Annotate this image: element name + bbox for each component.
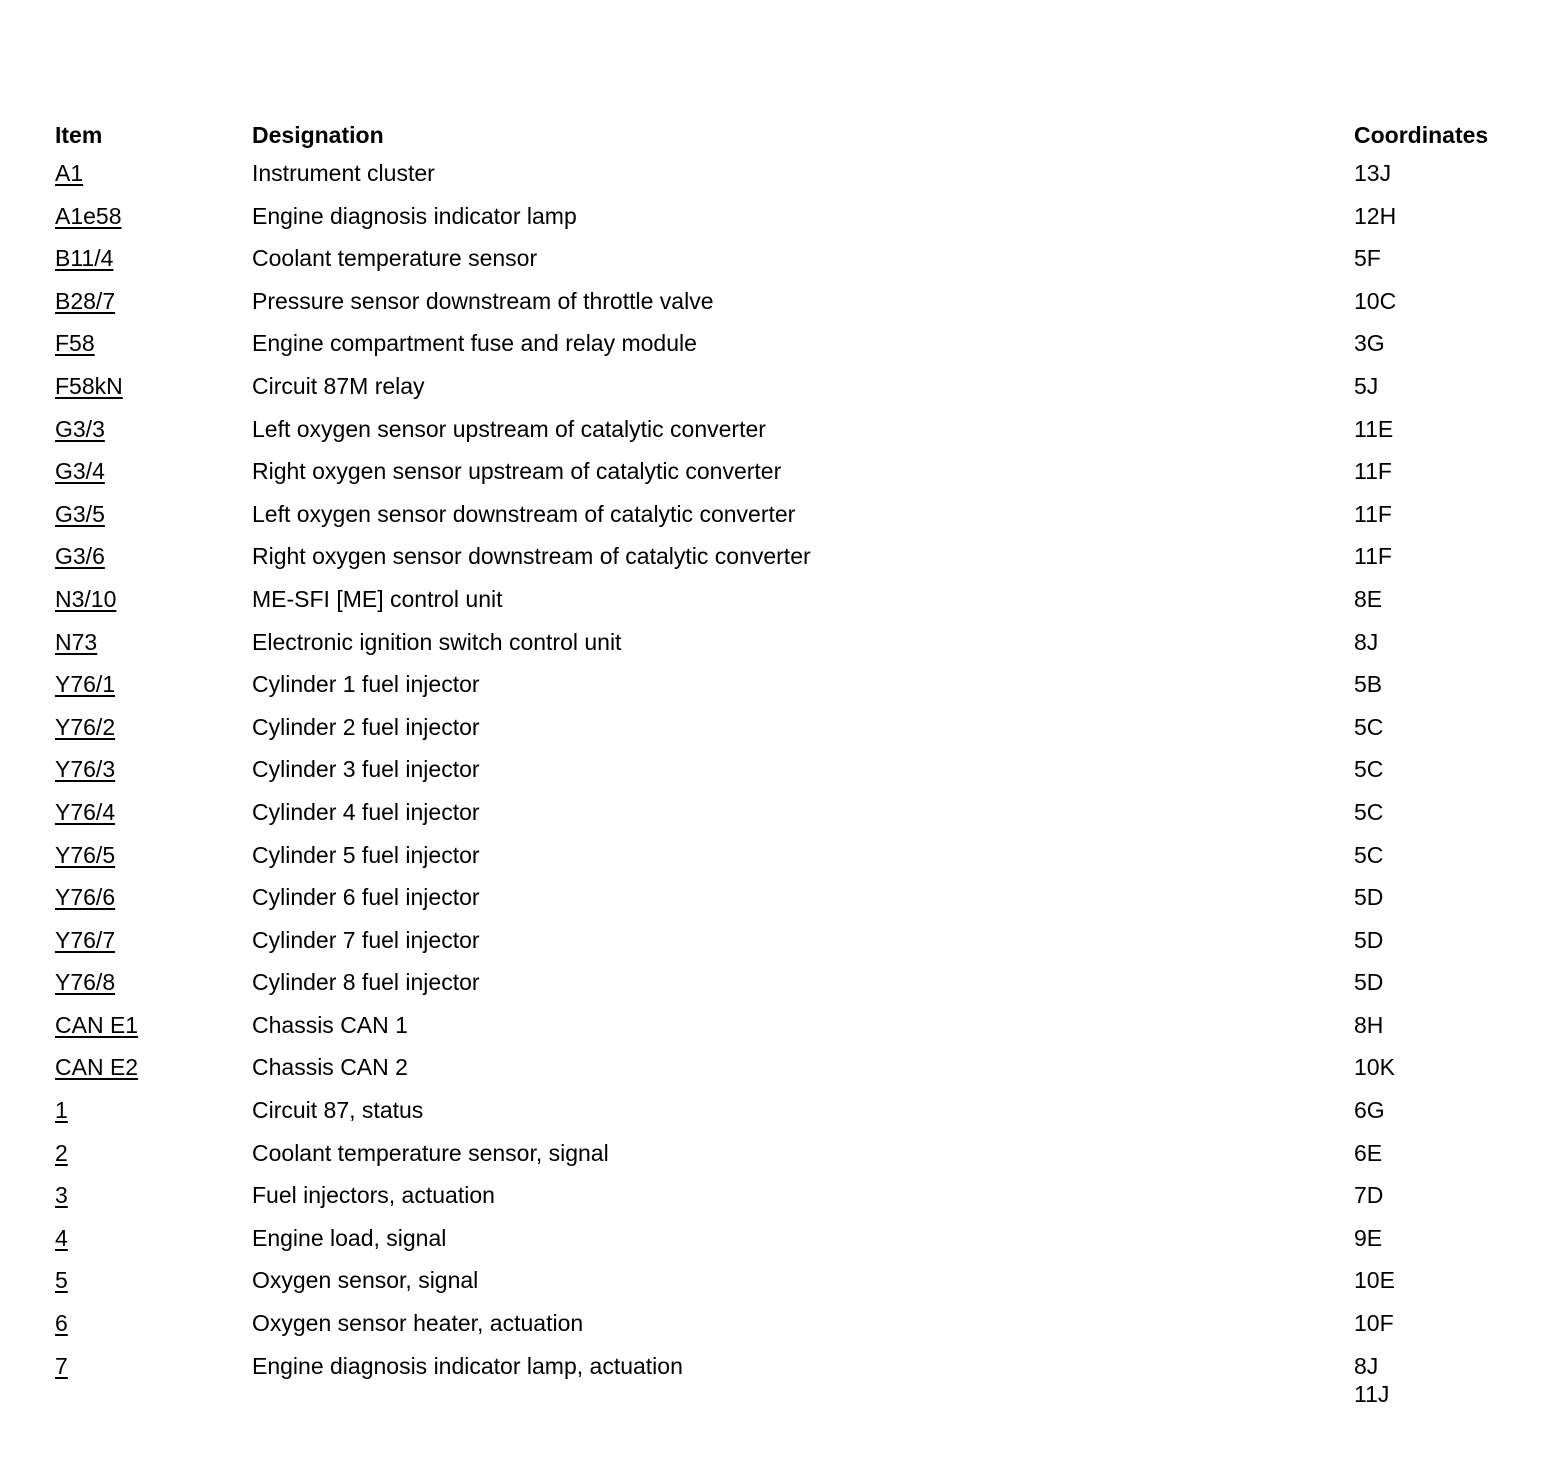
item-link[interactable]: A1 (55, 160, 84, 186)
item-cell (55, 713, 252, 741)
item-link[interactable]: Y76/4 (55, 798, 116, 825)
item-cell (55, 244, 252, 272)
designation-cell: Coolant temperature sensor (252, 245, 538, 272)
item-cell (55, 798, 252, 826)
table-row (55, 876, 1525, 919)
coordinate-value: 11F (1354, 458, 1392, 485)
item-link[interactable]: Y76/3 (55, 756, 116, 783)
table-row (55, 152, 1525, 195)
item-link[interactable]: Y76/2 (55, 713, 116, 740)
designation-cell: Cylinder 4 fuel injector (252, 798, 480, 825)
table-body (55, 152, 1525, 1408)
item-link[interactable]: 2 (55, 1139, 68, 1166)
table-row (55, 1089, 1525, 1132)
item-cell (55, 883, 252, 911)
coordinate-value: 5C (1354, 713, 1384, 740)
coordinates-cell (1354, 1139, 1525, 1167)
coordinate-value: 11E (1354, 415, 1394, 442)
designation-cell: Engine diagnosis indicator lamp, actuation (252, 1352, 683, 1379)
item-link[interactable]: CAN E1 (55, 1011, 139, 1038)
coordinates-cell (1354, 1309, 1525, 1337)
designation-cell: Cylinder 2 fuel injector (252, 713, 480, 740)
item-cell (55, 1309, 252, 1337)
table-row (55, 919, 1525, 962)
item-link[interactable]: CAN E2 (55, 1054, 139, 1081)
designation-cell: Right oxygen sensor upstream of catalytic converter (252, 458, 782, 485)
coordinates-cell (1354, 670, 1525, 698)
item-cell (55, 628, 252, 656)
coordinate-value: 5F (1354, 245, 1381, 272)
item-cell (55, 372, 252, 400)
designation-cell: Cylinder 5 fuel injector (252, 841, 480, 868)
item-link[interactable]: N3/10 (55, 585, 117, 612)
coordinates-cell (1354, 287, 1525, 315)
coordinates-cell (1354, 202, 1525, 230)
header-designation: Designation (252, 122, 384, 148)
item-link[interactable]: 5 (55, 1267, 68, 1294)
designation-cell: ME-SFI [ME] control unit (252, 585, 503, 612)
coordinate-value: 10E (1354, 1267, 1395, 1294)
table-row (55, 1345, 1525, 1408)
coordinate-value: 5J (1354, 372, 1379, 399)
coordinate-value: 3G (1354, 330, 1385, 357)
coordinates-cell (1354, 883, 1525, 911)
table-row (55, 748, 1525, 791)
item-link[interactable]: 4 (55, 1224, 68, 1251)
coordinates-cell (1354, 628, 1525, 656)
coordinate-value: 13J (1354, 160, 1392, 186)
table-row (55, 365, 1525, 408)
designation-cell: Cylinder 7 fuel injector (252, 926, 480, 953)
item-cell (55, 1266, 252, 1294)
designation-cell: Engine compartment fuse and relay module (252, 330, 697, 357)
item-cell (55, 1096, 252, 1124)
item-link[interactable]: 3 (55, 1182, 68, 1209)
item-cell (55, 926, 252, 954)
coordinate-value: 5D (1354, 969, 1384, 996)
coordinate-value: 5C (1354, 798, 1384, 825)
item-link[interactable]: F58kN (55, 372, 123, 399)
item-cell (55, 415, 252, 443)
coordinates-cell (1354, 968, 1525, 996)
item-link[interactable]: G3/6 (55, 543, 105, 570)
coordinates-cell (1354, 1266, 1525, 1294)
designation-cell: Oxygen sensor heater, actuation (252, 1310, 584, 1337)
item-cell (55, 1053, 252, 1081)
designation-cell: Oxygen sensor, signal (252, 1267, 479, 1294)
item-cell (55, 841, 252, 869)
designation-cell: Cylinder 8 fuel injector (252, 969, 480, 996)
coordinate-value: 9E (1354, 1224, 1383, 1251)
coordinates-cell (1354, 1096, 1525, 1124)
item-cell (55, 457, 252, 485)
item-cell (55, 542, 252, 570)
item-cell (55, 202, 252, 230)
item-cell (55, 1352, 252, 1380)
table-row (55, 280, 1525, 323)
designation-cell: Left oxygen sensor downstream of catalytic converter (252, 500, 796, 527)
coordinates-cell (1354, 415, 1525, 443)
table-row (55, 1217, 1525, 1260)
designation-cell: Coolant temperature sensor, signal (252, 1139, 609, 1166)
coordinate-value: 8E (1354, 585, 1383, 612)
designation-cell: Right oxygen sensor downstream of catalytic converter (252, 543, 811, 570)
item-link[interactable]: Y76/8 (55, 969, 116, 996)
table-row (55, 961, 1525, 1004)
item-cell (55, 159, 252, 187)
designation-cell: Cylinder 3 fuel injector (252, 756, 480, 783)
item-cell (55, 1011, 252, 1039)
designation-cell: Engine diagnosis indicator lamp (252, 202, 577, 229)
coordinates-cell (1354, 1181, 1525, 1209)
coordinate-value: 5B (1354, 671, 1383, 698)
coordinates-cell (1354, 841, 1525, 869)
table-row (55, 1132, 1525, 1175)
item-cell (55, 585, 252, 613)
designation-cell: Left oxygen sensor upstream of catalytic converter (252, 415, 766, 442)
coordinate-value: 5C (1354, 756, 1384, 783)
table-row (55, 663, 1525, 706)
item-link[interactable]: 1 (55, 1097, 68, 1124)
coordinates-cell (1354, 329, 1525, 357)
table-row (55, 1046, 1525, 1089)
item-link[interactable]: Y76/6 (55, 884, 116, 911)
designation-cell: Electronic ignition switch control unit (252, 628, 622, 655)
coordinates-cell (1354, 755, 1525, 783)
designation-cell: Engine load, signal (252, 1224, 447, 1251)
item-link[interactable]: N73 (55, 628, 98, 655)
coordinate-value: 10K (1354, 1054, 1395, 1081)
table-row (55, 1004, 1525, 1047)
table-row (55, 706, 1525, 749)
item-link[interactable]: 6 (55, 1310, 68, 1337)
item-link[interactable]: Y76/1 (55, 671, 116, 698)
coordinate-value: 8J (1354, 628, 1379, 655)
table-row (55, 1174, 1525, 1217)
item-link[interactable]: Y76/5 (55, 841, 116, 868)
coordinate-value: 6E (1354, 1139, 1383, 1166)
item-link[interactable]: G3/5 (55, 500, 105, 527)
coordinates-cell (1354, 457, 1525, 485)
table-row (55, 621, 1525, 664)
table-row (55, 1302, 1525, 1345)
designation-cell: Circuit 87M relay (252, 372, 425, 399)
table-row (55, 1259, 1525, 1302)
table-row (55, 578, 1525, 621)
coordinate-value: 7D (1354, 1182, 1384, 1209)
coordinates-cell (1354, 244, 1525, 272)
table-row (55, 237, 1525, 280)
item-cell (55, 1139, 252, 1167)
item-link[interactable]: A1e58 (55, 202, 122, 229)
coordinate-value: 8J (1354, 1352, 1379, 1379)
item-cell (55, 1224, 252, 1252)
item-cell (55, 329, 252, 357)
header-item: Item (55, 122, 103, 148)
table-row (55, 450, 1525, 493)
item-link[interactable]: G3/3 (55, 415, 105, 442)
coordinates-cell (1354, 1224, 1525, 1252)
item-cell (55, 968, 252, 996)
table-header (55, 110, 1525, 152)
item-cell (55, 755, 252, 783)
designation-cell: Chassis CAN 1 (252, 1011, 408, 1038)
coordinates-cell (1354, 713, 1525, 741)
coordinates-cell (1354, 1011, 1525, 1039)
coordinate-value: 8H (1354, 1011, 1384, 1038)
coordinate-value: 5D (1354, 926, 1384, 953)
coordinates-cell (1354, 159, 1525, 187)
coordinates-cell (1354, 585, 1525, 613)
coordinates-cell (1354, 542, 1525, 570)
designation-cell: Cylinder 1 fuel injector (252, 671, 480, 698)
coordinates-cell (1354, 372, 1525, 400)
coordinate-value: 5D (1354, 884, 1384, 911)
header-coordinates: Coordinates (1354, 122, 1489, 148)
designation-cell: Circuit 87, status (252, 1097, 424, 1124)
item-cell (55, 1181, 252, 1209)
table-row (55, 322, 1525, 365)
coordinate-value: 5C (1354, 841, 1384, 868)
table-row (55, 791, 1525, 834)
coordinate-value: 12H (1354, 202, 1397, 229)
item-link[interactable]: G3/4 (55, 458, 105, 485)
designation-cell: Cylinder 6 fuel injector (252, 884, 480, 911)
coordinate-value: 6G (1354, 1097, 1385, 1124)
coordinate-value: 10F (1354, 1310, 1394, 1337)
table-row (55, 834, 1525, 877)
legend-table (55, 110, 1525, 1408)
item-link[interactable]: 7 (55, 1352, 68, 1379)
designation-cell: Instrument cluster (252, 160, 435, 186)
coordinates-cell (1354, 500, 1525, 528)
item-link[interactable]: B11/4 (55, 245, 114, 272)
table-row (55, 535, 1525, 578)
coordinates-cell (1354, 1053, 1525, 1081)
coordinates-cell (1354, 1352, 1525, 1408)
coordinate-value: 11J (1354, 1380, 1390, 1407)
designation-cell: Fuel injectors, actuation (252, 1182, 495, 1209)
coordinates-cell (1354, 926, 1525, 954)
coordinate-value: 11F (1354, 543, 1392, 570)
item-cell (55, 500, 252, 528)
item-link[interactable]: B28/7 (55, 287, 116, 314)
item-cell (55, 670, 252, 698)
item-link[interactable]: Y76/7 (55, 926, 116, 953)
item-link[interactable]: F58 (55, 330, 95, 357)
coordinates-cell (1354, 798, 1525, 826)
coordinate-value: 11F (1354, 500, 1392, 527)
table-row (55, 195, 1525, 238)
table-row (55, 408, 1525, 451)
table-row (55, 493, 1525, 536)
designation-cell: Pressure sensor downstream of throttle valve (252, 287, 714, 314)
item-cell (55, 287, 252, 315)
coordinate-value: 10C (1354, 287, 1397, 314)
designation-cell: Chassis CAN 2 (252, 1054, 408, 1081)
